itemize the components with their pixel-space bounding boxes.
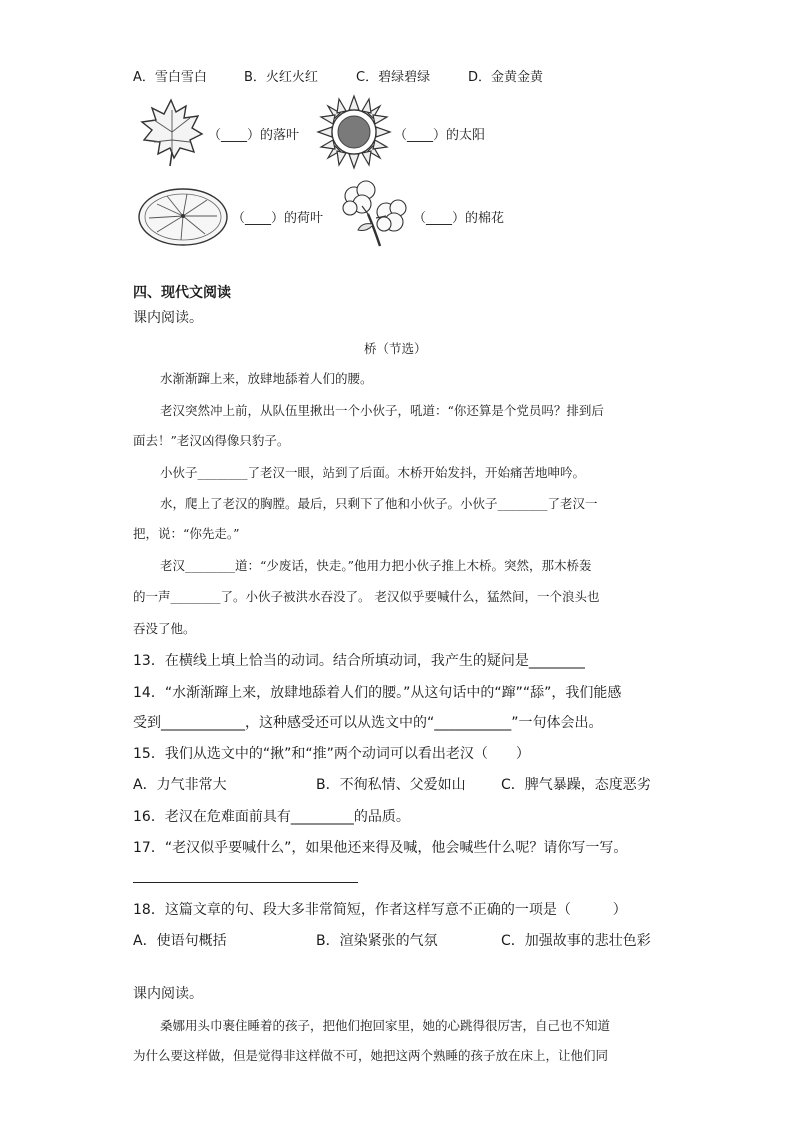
question-14: 14．“水渐渐蹿上来，放肆地舔着人们的腰。”从这句话中的“蹿”“舔”，我们能感 xyxy=(133,685,622,701)
option-a: A．雪白雪白 xyxy=(133,70,207,85)
passage-line: 水渐渐蹿上来，放肆地舔着人们的腰。 xyxy=(160,371,373,386)
passage2-line: 桑娜用头巾裹住睡着的孩子，把他们抱回家里，她的心跳得很厉害，自己也不知道 xyxy=(160,1018,611,1033)
option-d: D．金黄金黄 xyxy=(468,70,544,85)
passage-line: 的一声________了。小伙子被洪水吞没了。 老汉似乎要喊什么，猛然间，一个浪头也 xyxy=(133,589,600,604)
cotton-blank-label: （____）的棉花 xyxy=(413,211,505,226)
passage2-line: 为什么要这样做，但是觉得非这样做不可，她把这两个熟睡的孩子放在床上，让他们同 xyxy=(133,1048,609,1063)
maple-leaf-icon xyxy=(136,96,206,168)
question-18: 18．这篇文章的句、段大多非常简短，作者这样写意不正确的一项是（ ） xyxy=(133,902,627,918)
passage-title: 桥（节选） xyxy=(364,341,427,356)
passage-line: 老汉________道：“少废话，快走。”他用力把小伙子推上木桥。突然，那木桥轰 xyxy=(160,558,592,573)
q18-option-b: B．渲染紧张的气氛 xyxy=(316,933,438,949)
passage-line: 吞没了他。 xyxy=(133,621,196,636)
cotton-icon xyxy=(338,180,410,250)
q15-option-b: B．不徇私情、父爱如山 xyxy=(316,777,466,793)
option-b: B．火红火红 xyxy=(244,70,318,85)
intro-text: 课内阅读。 xyxy=(133,310,203,326)
q18-option-a: A．使语句概括 xyxy=(133,933,227,949)
lotus-leaf-icon xyxy=(137,186,229,248)
q18-option-c: C．加强故事的悲壮色彩 xyxy=(501,933,651,949)
option-c: C．碧绿碧绿 xyxy=(356,70,431,85)
q15-option-c: C．脾气暴躁，态度恶劣 xyxy=(501,777,651,793)
q15-option-a: A．力气非常大 xyxy=(133,777,227,793)
passage-line: 老汉突然冲上前，从队伍里揪出一个小伙子，吼道：“你还算是个党员吗？排到后 xyxy=(160,403,604,418)
question-17: 17．“老汉似乎要喊什么”，如果他还来得及喊，他会喊些什么呢？请你写一写。 xyxy=(133,840,628,856)
intro-text-2: 课内阅读。 xyxy=(133,986,203,1002)
question-15: 15．我们从选文中的“揪”和“推”两个动词可以看出老汉（ ） xyxy=(133,746,530,762)
passage-line: 把，说：“你先走。” xyxy=(133,526,240,541)
passage-line: 面去！”老汉凶得像只豹子。 xyxy=(133,433,290,448)
sun-icon xyxy=(316,94,392,170)
passage-line: 小伙子________了老汉一眼，站到了后面。木桥开始发抖，开始痛苦地呻吟。 xyxy=(160,465,586,480)
question-16: 16．老汉在危难面前具有_________的品质。 xyxy=(133,809,410,825)
section-title: 四、现代文阅读 xyxy=(133,285,231,301)
question-13: 13．在横线上填上恰当的动词。结合所填动词，我产生的疑问是________ xyxy=(133,653,585,669)
sun-blank-label: （____）的太阳 xyxy=(394,128,486,143)
answer-line xyxy=(133,882,358,883)
question-14-cont: 受到____________，这种感受还可以从选文中的“___________”一句体会出。 xyxy=(133,715,603,731)
leaf-blank-label: （____）的落叶 xyxy=(208,128,300,143)
passage-line: 水，爬上了老汉的胸膛。最后，只剩下了他和小伙子。小伙子________了老汉一 xyxy=(160,496,598,511)
lotus-blank-label: （____）的荷叶 xyxy=(232,211,324,226)
